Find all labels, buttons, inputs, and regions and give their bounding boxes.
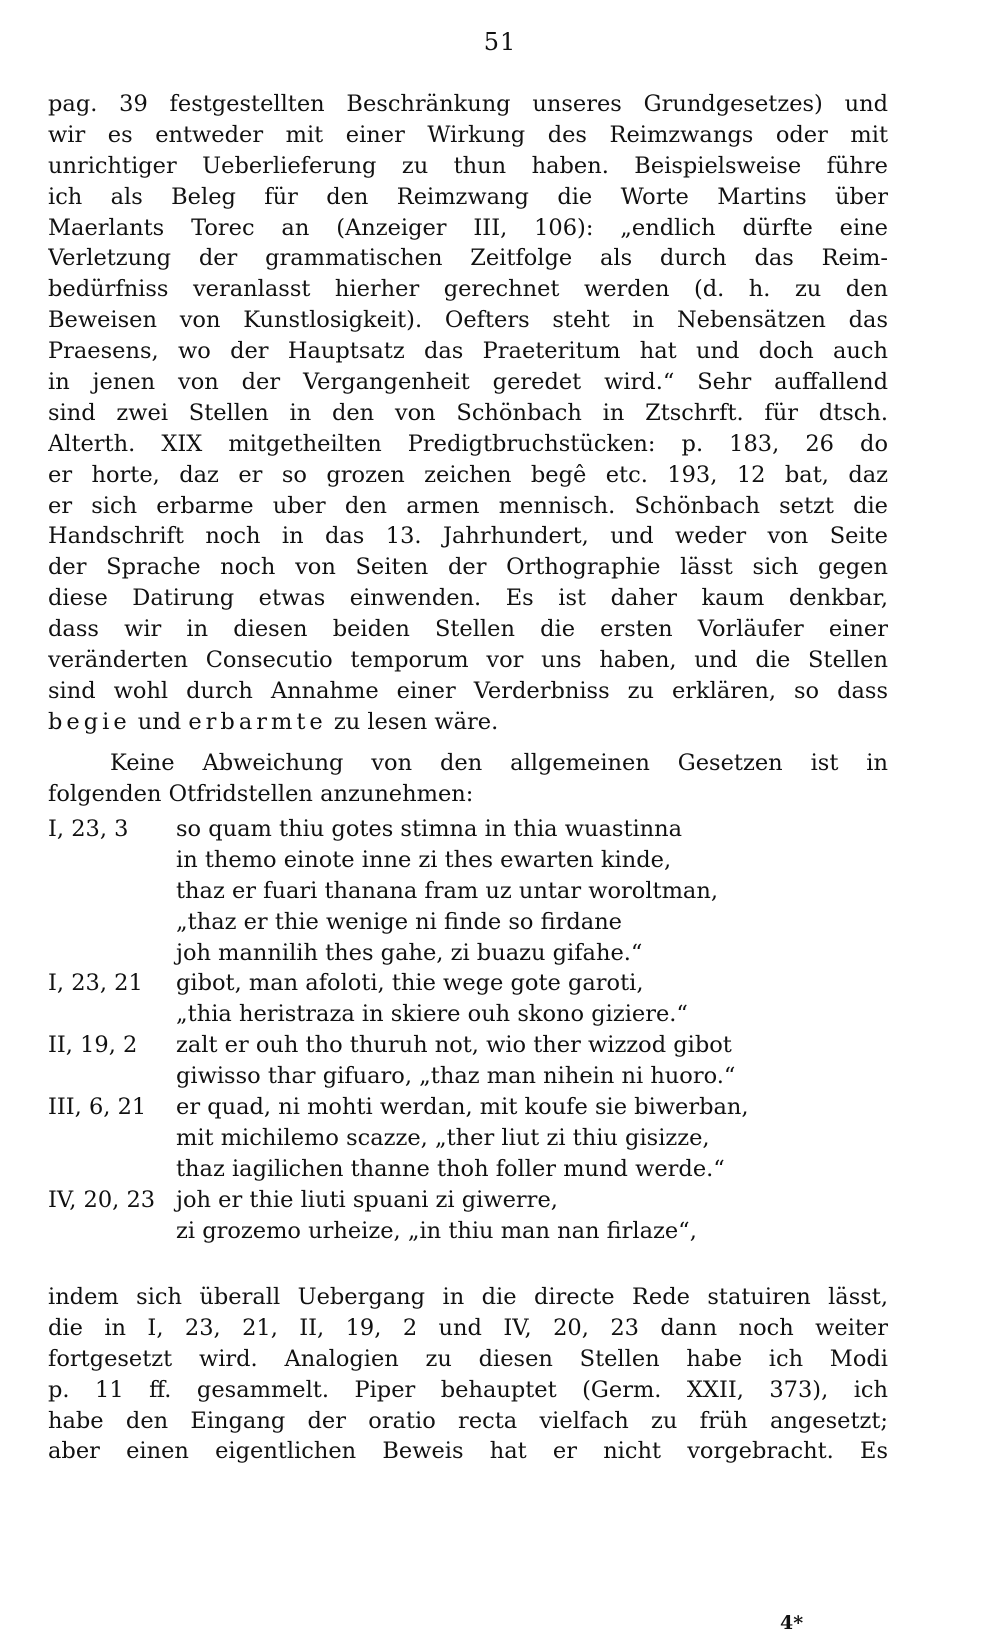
citation-verse: giwisso thar gifuaro, „thaz man nihein ni huoro.“: [176, 1063, 736, 1090]
text-line: der Sprache noch von Seiten der Orthographie lässt sich gegen: [48, 554, 888, 581]
text-span: zu lesen wäre.: [333, 708, 499, 735]
citation-verse: gibot, man afoloti, thie wege gote garoti,: [176, 970, 644, 997]
text-line: unrichtiger Ueberlieferung zu thun haben. Beispielsweise führe: [48, 152, 888, 179]
page-number: 51: [483, 28, 517, 56]
citation-row: [48, 1030, 888, 1061]
citation-verse: joh er thie liuti spuani zi giwerre,: [176, 1186, 558, 1213]
citation-verse: joh mannilih thes gahe, zi buazu gifahe.“: [176, 939, 643, 966]
text-line: dass wir in diesen beiden Stellen die ersten Vorläufer einer: [48, 616, 888, 643]
citation-verse: thaz iagilichen thanne thoh foller mund werde.“: [176, 1155, 725, 1182]
spaced-word: erbarmte: [188, 708, 327, 735]
text-line: habe den Eingang der oratio recta vielfach zu früh angesetzt;: [48, 1407, 888, 1434]
text-line: Handschrift noch in das 13. Jahrhundert, und weder von Seite: [48, 523, 888, 550]
text-line: Keine Abweichung von den allgemeinen Gesetzen ist in: [110, 750, 888, 776]
text-line: pag. 39 festgestellten Beschränkung unseres Grundgesetzes) und: [48, 91, 888, 117]
citation-ref: III, 6, 21: [48, 1094, 147, 1121]
text-line: folgenden Otfridstellen anzunehmen:: [48, 780, 474, 807]
text-line: Beweisen von Kunstlosigkeit). Oefters steht in Nebensätzen das: [48, 307, 888, 334]
text-line: indem sich überall Uebergang in die directe Rede statuiren lässt,: [48, 1284, 888, 1310]
citation-verse: „thaz er thie wenige ni finde so firdane: [176, 908, 623, 935]
citation-row: [48, 1092, 888, 1123]
citation-ref: II, 19, 2: [48, 1032, 138, 1059]
paragraph-1: [48, 89, 888, 738]
text-line: veränderten Consecutio temporum vor uns haben, und die Stellen: [48, 647, 888, 674]
text-line: die in I, 23, 21, II, 19, 2 und IV, 20, 23 dann noch weiter: [48, 1314, 888, 1341]
citation-verse: zalt er ouh tho thuruh not, wio ther wizzod gibot: [176, 1032, 732, 1059]
citation-verse: so quam thiu gotes stimna in thia wuastinna: [176, 816, 683, 842]
citation-row: [48, 1185, 888, 1216]
citation-list: [48, 814, 888, 1246]
text-line: er horte, daz er so grozen zeichen begê etc. 193, 12 bat, daz: [48, 461, 888, 488]
text-line: wir es entweder mit einer Wirkung des Reimzwangs oder mit: [48, 121, 888, 148]
text-line: fortgesetzt wird. Analogien zu diesen Stellen habe ich Modi: [48, 1345, 888, 1372]
citation-verse: zi grozemo urheize, „in thiu man nan firlaze“,: [176, 1217, 697, 1244]
citation-verse: thaz er fuari thanana fram uz untar woroltman,: [176, 877, 718, 904]
citation-verse: mit michilemo scazze, „ther liut zi thiu gisizze,: [176, 1124, 710, 1151]
citation-ref: I, 23, 21: [48, 970, 143, 997]
text-line: aber einen eigentlichen Beweis hat er nicht vorgebracht. Es: [48, 1438, 888, 1465]
text-line: ich als Beleg für den Reimzwang die Worte Martins über: [48, 183, 888, 210]
text-line: Verletzung der grammatischen Zeitfolge als durch das Reim-: [48, 245, 888, 272]
text-line: p. 11 ff. gesammelt. Piper behauptet (Germ. XXII, 373), ich: [48, 1376, 888, 1403]
text-line: [48, 707, 888, 738]
text-line: Alterth. XIX mitgetheilten Predigtbruchstücken: p. 183, 26 do: [48, 430, 888, 457]
citation-row: [48, 814, 888, 845]
citation-verse: „thia heristraza in skiere ouh skono giziere.“: [176, 1001, 688, 1028]
citation-verse: er quad, ni mohti werdan, mit koufe sie biwerban,: [176, 1094, 749, 1121]
signature-mark: 4*: [780, 1612, 804, 1634]
citation-verse: in themo einote inne zi thes ewarten kinde,: [176, 846, 672, 873]
text-line: in jenen von der Vergangenheit geredet wird.“ Sehr auffallend: [48, 369, 888, 396]
citation-ref: I, 23, 3: [48, 816, 129, 842]
paragraph-2: [48, 748, 888, 810]
citation-ref: IV, 20, 23: [48, 1186, 156, 1213]
text-line: er sich erbarme uber den armen mennisch. Schönbach setzt die: [48, 492, 888, 519]
paragraph-3: [48, 1282, 888, 1467]
citation-row: [48, 968, 888, 999]
text-line: sind zwei Stellen in den von Schönbach in Ztschrft. für dtsch.: [48, 399, 888, 426]
text-line: sind wohl durch Annahme einer Verderbniss zu erklären, so dass: [48, 677, 888, 704]
text-span: und: [137, 708, 182, 735]
text-line: Maerlants Torec an (Anzeiger III, 106): „endlich dürfte eine: [48, 214, 888, 241]
text-line: diese Datirung etwas einwenden. Es ist daher kaum denkbar,: [48, 585, 888, 612]
spaced-word: begie: [48, 708, 131, 735]
text-line: bedürfniss veranlasst hierher gerechnet werden (d. h. zu den: [48, 276, 888, 303]
text-line: Praesens, wo der Hauptsatz das Praeteritum hat und doch auch: [48, 338, 888, 365]
